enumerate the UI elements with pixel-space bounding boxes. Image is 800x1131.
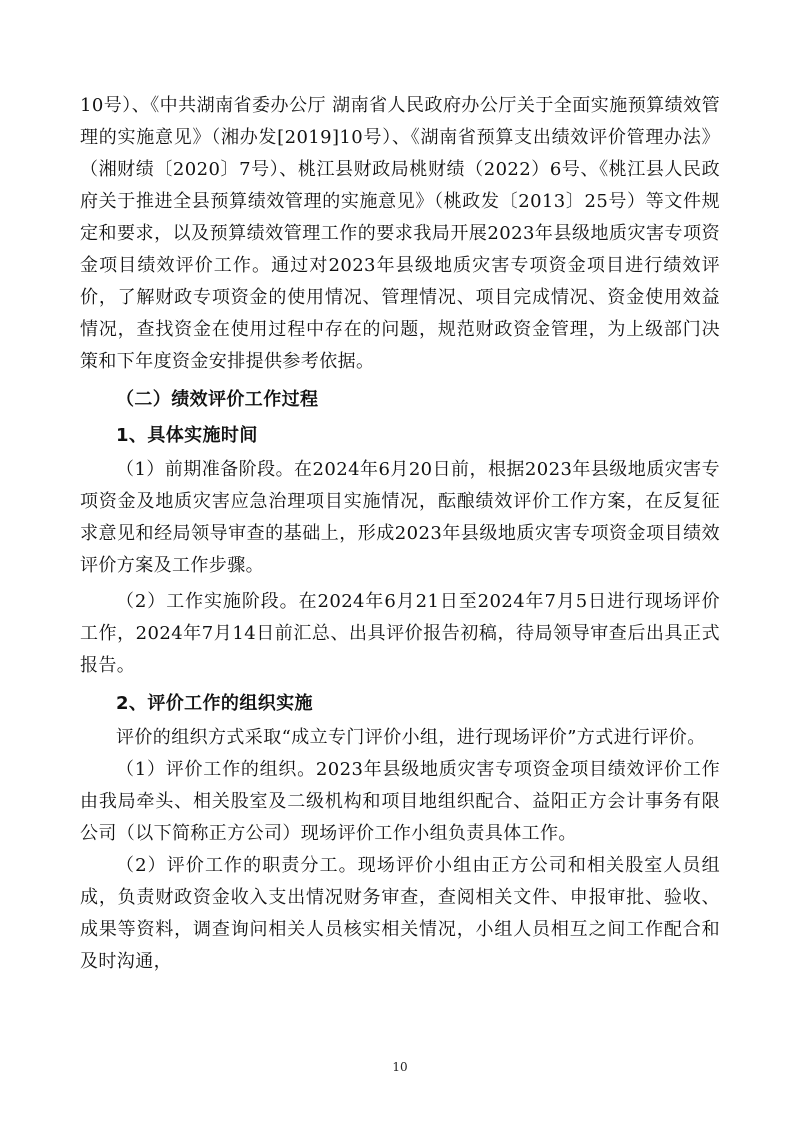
subsection-heading-organization: 2、评价工作的组织实施 [116, 693, 313, 714]
body-paragraph-implementation: （2）工作实施阶段。在2024年6月21日至2024年7月5日进行现场评价工作，2024年7月14日前汇总、出具评价报告初稿，待局领导审查后出具正式报告。 [80, 591, 720, 676]
body-paragraph-method: 评价的组织方式采取“成立专门评价小组，进行现场评价”方式进行评价。 [116, 727, 706, 748]
document-page [80, 90, 720, 978]
section-heading-process: （二）绩效评价工作过程 [116, 389, 319, 410]
page-number: 10 [392, 1060, 408, 1074]
body-paragraph-1: 10号）、《中共湖南省委办公厅 湖南省人民政府办公厅关于全面实施预算绩效管理的实施意见》（湘办发[2019]10号）、《湖南省预算支出绩效评价管理办法》（湘财绩〔2020〕7号）、桃江县财政局桃财绩（2022）6号、《桃江县人民政府关于推进全县预算绩效管理的实施意见》（桃政发〔2013〕25号）等文件规定和要求，以及预算绩效管理工作的要求我局开展2023年县级地质灾害专项资金项目绩效评价工作。通过对2023年县级地质灾害专项资金项目进行绩效评价，了解财政专项资金的使用情况、管理情况、项目完成情况、资金使用效益情况，查找资金在使用过程中存在的问题，规范财政资金管理，为上级部门决策和下年度资金安排提供参考依据。 [80, 95, 720, 372]
body-paragraph-preparation: （1）前期准备阶段。在2024年6月20日前，根据2023年县级地质灾害专项资金及地质灾害应急治理项目实施情况，酝酿绩效评价工作方案，在反复征求意见和经局领导审查的基础上，形成2023年县级地质灾害专项资金项目绩效评价方案及工作步骤。 [80, 459, 720, 576]
body-paragraph-division: （2）评价工作的职责分工。现场评价小组由正方公司和相关股室人员组成，负责财政资金收入支出情况财务审查，查阅相关文件、申报审批、验收、成果等资料，调查询问相关人员核实相关情况，小组人员相互之间工作配合和及时沟通， [80, 855, 720, 972]
body-paragraph-organization: （1）评价工作的组织。2023年县级地质灾害专项资金项目绩效评价工作由我局牵头、相关股室及二级机构和项目地组织配合、益阳正方会计事务有限公司（以下简称正方公司）现场评价工作小组负责具体工作。 [80, 759, 720, 844]
subsection-heading-time: 1、具体实施时间 [116, 425, 258, 446]
